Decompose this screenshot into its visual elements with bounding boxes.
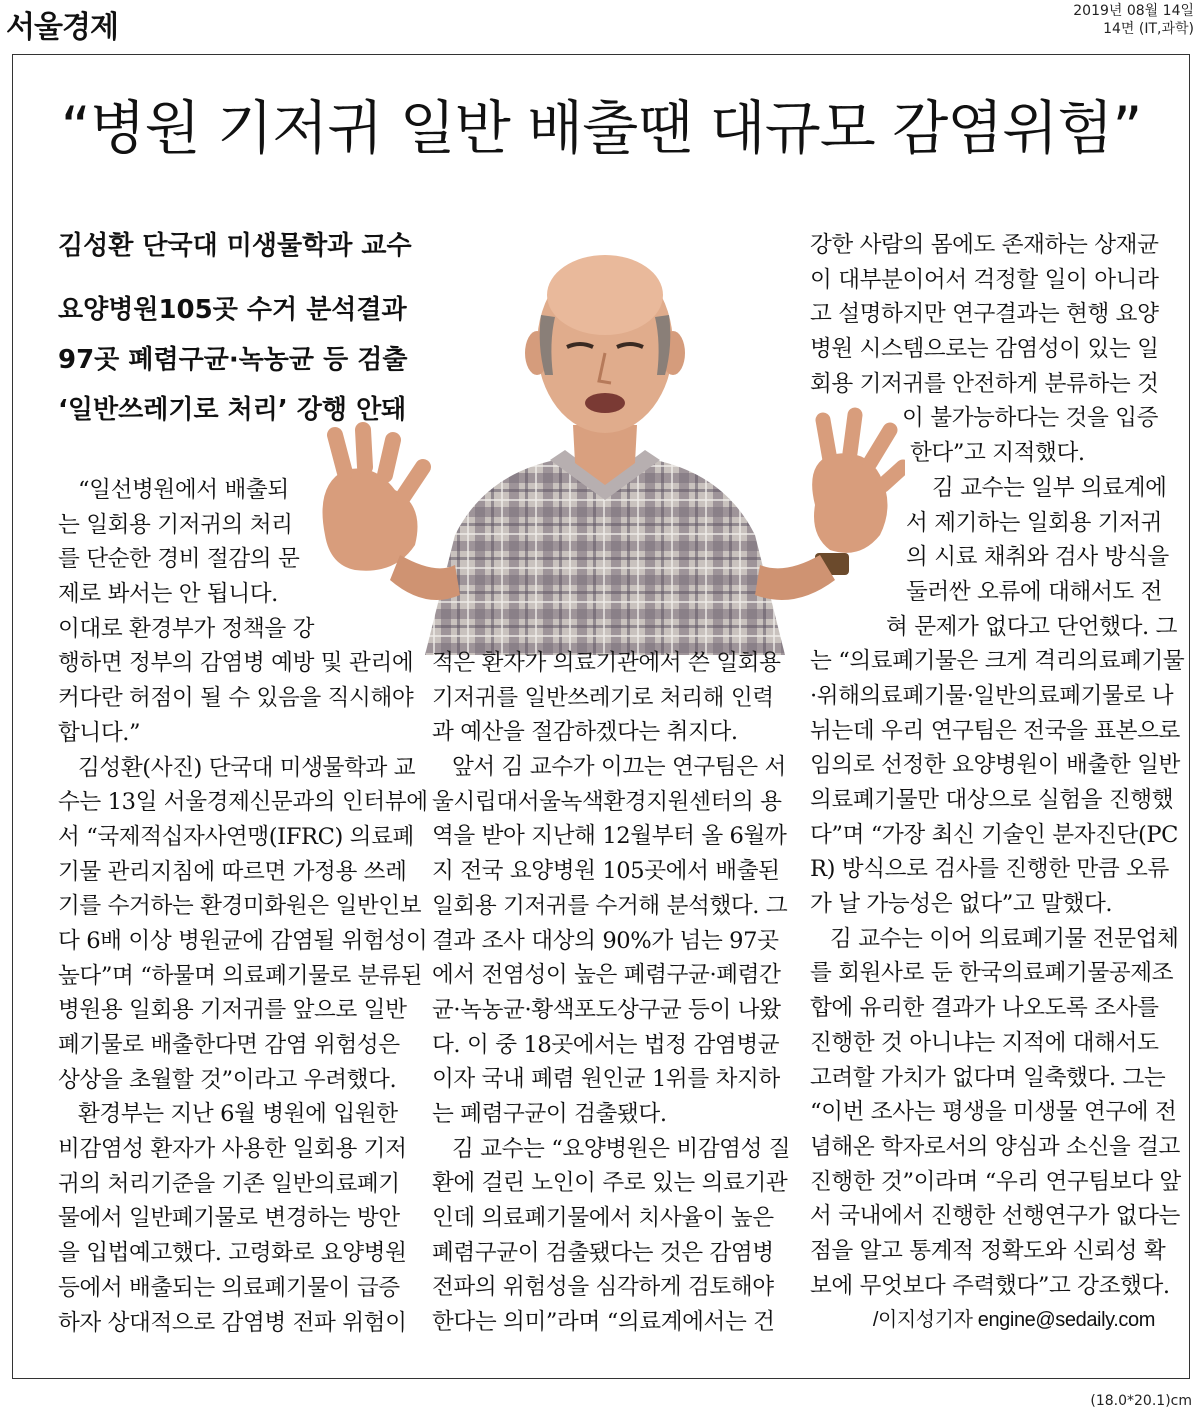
article-line: 환경부는 지난 6월 병원에 입원한 <box>78 1101 398 1128</box>
article-line: 는 폐렴구균이 검출됐다. <box>432 1100 667 1127</box>
subhead-line-1: 요양병원105곳 수거 분석결과 <box>58 295 407 325</box>
article-line: 임의로 선정한 요양병원이 배출한 일반 <box>810 752 1180 779</box>
article-line: 김 교수는 일부 의료계에 <box>932 474 1167 501</box>
article-line: 이자 국내 폐렴 원인균 1위를 차지하 <box>432 1066 780 1093</box>
article-line: 기물 관리지침에 따르면 가정용 쓰레 <box>58 858 407 885</box>
article-line: 과 예산을 절감하겠다는 취지다. <box>432 719 738 746</box>
article-line: 고려할 가치가 없다며 일축했다. 그는 <box>810 1064 1166 1091</box>
article-line: 서 “국제적십자사연맹(IFRC) 의료폐 <box>58 823 414 850</box>
article-line: 인데 의료폐기물에서 치사율이 높은 <box>432 1205 774 1231</box>
article-line: 김성환(사진) 단국대 미생물학과 교 <box>78 754 416 781</box>
article-line: R) 방식으로 검사를 진행한 만큼 오류 <box>810 856 1169 883</box>
article-line: 혀 문제가 없다고 단언했다. 그 <box>886 613 1178 640</box>
article-line: 강한 사람의 몸에도 존재하는 상재균 <box>810 232 1159 258</box>
article-line: 진행한 것”이라며 “우리 연구팀보다 앞 <box>810 1168 1181 1195</box>
article-line: 고 설명하지만 연구결과는 현행 요양 <box>810 301 1159 328</box>
article-column-3 <box>810 228 1185 1338</box>
article-line: 행하면 정부의 감염병 예방 및 관리에 <box>58 650 414 677</box>
subhead-name: 김성환 단국대 미생물학과 교수 <box>58 231 412 261</box>
article-line: 수는 13일 서울경제신문과의 인터뷰에 <box>58 789 428 816</box>
article-line: 이대로 환경부가 정책을 강 <box>58 615 315 642</box>
article-line: 앞서 김 교수가 이끄는 연구팀은 서 <box>452 754 786 781</box>
subhead-line-3: ‘일반쓰레기로 처리’ 강행 안돼 <box>58 395 407 425</box>
article-line: 환에 걸린 노인이 주로 있는 의료기관 <box>432 1170 788 1197</box>
article-column-2 <box>432 646 791 1340</box>
article-line: 병원용 일회용 기저귀를 앞으로 일반 <box>58 997 407 1024</box>
article-line: 합에 유리한 결과가 나오도록 조사를 <box>810 995 1159 1022</box>
article-line: 폐렴구균이 검출됐다는 것은 감염병 <box>432 1239 774 1266</box>
article-line: “이번 조사는 평생을 미생물 연구에 전 <box>810 1099 1177 1126</box>
article-line: 에서 전염성이 높은 폐렴구균·폐렴간 <box>432 962 781 989</box>
article-line: 서 국내에서 진행한 선행연구가 없다는 <box>810 1203 1180 1230</box>
article-line: 물에서 일반폐기물로 변경하는 방안 <box>58 1205 400 1232</box>
article-line: 둘러싼 오류에 대해서도 전 <box>906 578 1163 605</box>
article-line: 상상을 초월할 것”이라고 우려했다. <box>58 1066 397 1093</box>
article-line: 다 6배 이상 병원균에 감염될 위험성이 <box>58 927 428 954</box>
article-line: 귀의 처리기준을 기존 일반의료폐기 <box>58 1170 400 1197</box>
article-line: 념해온 학자로서의 양심과 소신을 걸고 <box>810 1133 1180 1160</box>
article-line: 일회용 기저귀를 수거해 분석했다. 그 <box>432 892 788 919</box>
article-line: 합니다.” <box>58 719 141 746</box>
article-line: 서 제기하는 일회용 기저귀 <box>906 509 1163 536</box>
article-line: 이 불가능하다는 것을 입증 <box>902 405 1159 432</box>
article-line: 전파의 위험성을 심각하게 검토해야 <box>432 1274 774 1301</box>
article-line: 는 “의료폐기물은 크게 격리의료폐기물 <box>810 648 1185 675</box>
article-line: 등에서 배출되는 의료폐기물이 급증 <box>58 1274 400 1301</box>
article-line: 커다란 허점이 될 수 있음을 직시해야 <box>58 685 414 712</box>
article-column-1 <box>58 473 428 1340</box>
article-line: 기저귀를 일반쓰레기로 처리해 인력 <box>432 684 774 711</box>
article-line: 의 시료 채취와 검사 방식을 <box>906 544 1169 571</box>
article-line: 진행한 것 아니냐는 지적에 대해서도 <box>810 1029 1159 1056</box>
article-line: 를 단순한 경비 절감의 문 <box>58 546 300 573</box>
article-line: 를 회원사로 둔 한국의료폐기물공제조 <box>810 960 1174 987</box>
article-line: 적은 환자가 의료기관에서 쓴 일회용 <box>432 650 781 676</box>
article-line: 하자 상대적으로 감염병 전파 위험이 <box>58 1309 407 1336</box>
article-line: 가 날 가능성은 없다”고 말했다. <box>810 891 1113 918</box>
article-line: 울시립대서울녹색환경지원센터의 용 <box>432 788 782 815</box>
article-line: 지 전국 요양병원 105곳에서 배출된 <box>432 858 780 885</box>
article-line: 결과 조사 대상의 90%가 넘는 97곳 <box>432 927 779 954</box>
article-size: (18.0*20.1)cm <box>1090 1393 1192 1409</box>
article-line: 을 입법예고했다. 고령화로 요양병원 <box>58 1240 407 1267</box>
article-line: 균·녹농균·황색포도상구균 등이 나왔 <box>432 996 781 1023</box>
article-line: 다”며 “가장 최신 기술인 분자진단(PC <box>810 821 1179 848</box>
article-line: 점을 알고 통계적 정확도와 신뢰성 확 <box>810 1237 1166 1264</box>
newspaper-masthead: 서울경제 <box>6 10 118 45</box>
article-line: 한다는 의미”라며 “의료계에서는 건 <box>432 1309 775 1336</box>
article-line: 병원 시스템으로는 감염성이 있는 일 <box>810 336 1159 363</box>
article-line: 다. 이 중 18곳에서는 법정 감염병균 <box>432 1031 780 1058</box>
article-line: 이 대부분이어서 걱정할 일이 아니라 <box>810 266 1159 293</box>
publication-date: 2019년 08월 14일 <box>1073 3 1194 19</box>
article-line: ·위해의료폐기물·일반의료폐기물로 나 <box>810 682 1174 709</box>
article-line: 역을 받아 지난해 12월부터 올 6월까 <box>432 823 787 850</box>
subhead-line-2: 97곳 폐렴구균·녹농균 등 검출 <box>58 345 408 375</box>
article-line: 보에 무엇보다 주력했다”고 강조했다. <box>810 1272 1170 1299</box>
article-line: 회용 기저귀를 안전하게 분류하는 것 <box>810 370 1159 397</box>
article-line: “일선병원에서 배출되 <box>78 477 289 503</box>
article-line: 높다”며 “하물며 의료폐기물로 분류된 <box>58 962 423 989</box>
article-line: 한다”고 지적했다. <box>910 440 1085 467</box>
article-line: 뉘는데 우리 연구팀은 전국을 표본으로 <box>810 717 1180 744</box>
article-line: 기를 수거하는 환경미화원은 일반인보 <box>58 893 422 920</box>
article-line: 의료폐기물만 대상으로 실험을 진행했 <box>810 787 1174 813</box>
article-line: 비감염성 환자가 사용한 일회용 기저 <box>58 1136 407 1163</box>
reporter-byline: /이지성기자 engine@sedaily.com <box>872 1309 1155 1332</box>
headline: “병원 기저귀 일반 배출땐 대규모 감염위험” <box>60 94 1142 162</box>
publication-section: 14면 (IT,과학) <box>1103 21 1194 37</box>
article-line: 김 교수는 “요양병원은 비감염성 질 <box>452 1135 791 1162</box>
article-line: 폐기물로 배출한다면 감염 위험성은 <box>58 1032 400 1058</box>
publication-meta <box>1073 2 1194 38</box>
article-line: 제로 봐서는 안 됩니다. <box>58 581 278 608</box>
article-line: 김 교수는 이어 의료폐기물 전문업체 <box>830 925 1179 952</box>
article-line: 는 일회용 기저귀의 처리 <box>58 511 293 538</box>
